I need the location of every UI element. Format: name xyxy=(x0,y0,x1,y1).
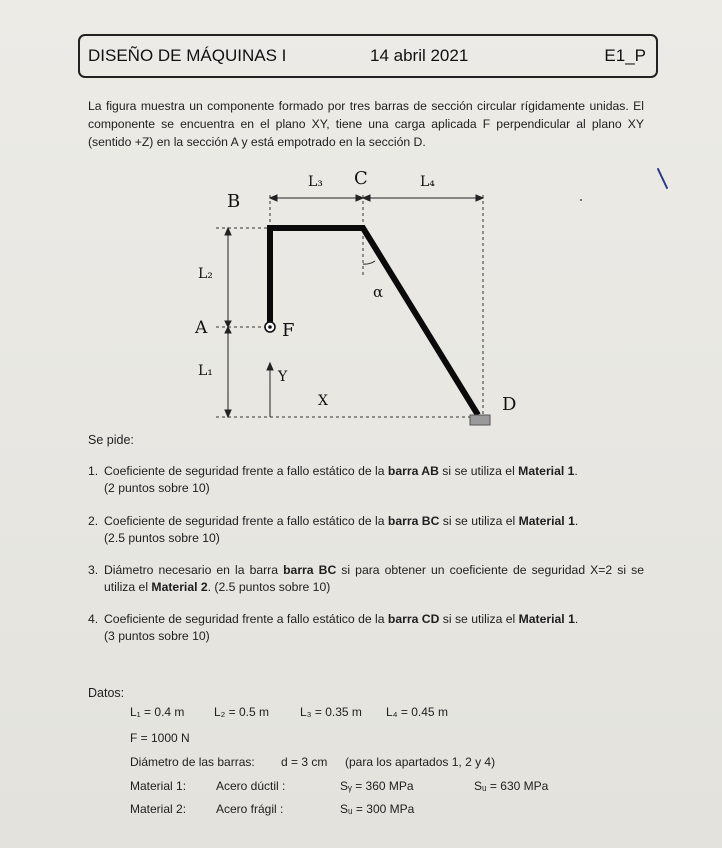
question-bold: Material 1 xyxy=(518,514,575,528)
material-2-name: Acero frágil : xyxy=(216,802,284,816)
material-2-su: Sᵤ = 300 MPa xyxy=(340,802,415,816)
datos-label: Datos: xyxy=(88,686,125,700)
label-F: F xyxy=(282,320,295,341)
question-text: . (2.5 puntos sobre 10) xyxy=(207,580,331,594)
material-1-label: Material 1: xyxy=(130,779,187,793)
data-force: F = 1000 N xyxy=(130,731,190,745)
question-bold: Material 1 xyxy=(518,464,575,478)
question-bold: Material 2 xyxy=(151,580,208,594)
data-L1: L₁ = 0.4 m xyxy=(130,705,185,719)
label-L2: L₂ xyxy=(198,266,213,282)
question-text: si se utiliza el xyxy=(439,514,519,528)
speck xyxy=(580,199,582,201)
question-number: 4. xyxy=(88,612,99,626)
pen-mark xyxy=(656,167,670,196)
exam-header xyxy=(78,34,658,78)
material-1-name: Acero dúctil : xyxy=(216,779,286,793)
question-bold: barra CD xyxy=(387,612,440,626)
label-B: B xyxy=(227,191,241,212)
question-number: 1. xyxy=(88,464,99,478)
problem-statement: La figura muestra un componente formado por tres barras de sección circular rígidamente unidas. El componente se encuentra en el plano XY, tiene una carga aplicada F perpendicular al plano XY (sentido +Z) en la sección A y está empotrado en la sección D. xyxy=(88,99,644,149)
question-text: si para obtener un coeficiente de seguridad X=2 si se utiliza el xyxy=(104,563,644,594)
question-bold: barra AB xyxy=(387,464,439,478)
question-bold: barra BC xyxy=(387,514,440,528)
se-pide-label: Se pide: xyxy=(88,433,134,447)
material-2-label: Material 2: xyxy=(130,802,187,816)
question-bold: Material 1 xyxy=(518,612,575,626)
data-L2: L₂ = 0.5 m xyxy=(214,705,270,719)
question-bold: barra BC xyxy=(283,563,337,577)
question-text: si se utiliza el xyxy=(439,612,519,626)
label-L1: L₁ xyxy=(198,363,213,379)
question-text: . xyxy=(574,612,579,626)
label-L3: L₃ xyxy=(308,174,323,190)
question-number: 2. xyxy=(88,514,99,528)
question-text: . xyxy=(574,514,579,528)
question-text: Coeficiente de seguridad frente a fallo estático de la xyxy=(104,612,388,626)
data-L4: L₄ = 0.45 m xyxy=(386,705,448,719)
label-A: A xyxy=(195,318,208,338)
question-4 xyxy=(88,611,644,645)
data-diameter-value: d = 3 cm xyxy=(281,755,328,769)
label-X-axis: X xyxy=(318,393,328,409)
question-1 xyxy=(88,463,644,497)
question-number: 3. xyxy=(88,563,99,577)
data-diameter-note: (para los apartados 1, 2 y 4) xyxy=(345,755,496,769)
label-L4: L₄ xyxy=(420,174,435,190)
question-3 xyxy=(88,562,644,596)
exam-date: 14 abril 2021 xyxy=(370,46,469,65)
question-text: Coeficiente de seguridad frente a fallo estático de la xyxy=(104,514,388,528)
structure-diagram xyxy=(180,160,540,435)
material-1-sy: Sᵧ = 360 MPa xyxy=(340,779,414,793)
question-text: si se utiliza el xyxy=(438,464,519,478)
label-Y-axis: Y xyxy=(278,369,288,385)
question-2 xyxy=(88,513,644,547)
question-points: (2 puntos sobre 10) xyxy=(104,481,210,495)
question-text: Diámetro necesario en la barra xyxy=(104,563,284,577)
exam-code: E1_P xyxy=(604,46,646,65)
label-alpha: α xyxy=(373,283,384,301)
material-1-su: Sᵤ = 630 MPa xyxy=(474,779,549,793)
label-C: C xyxy=(354,168,368,189)
question-points: (2.5 puntos sobre 10) xyxy=(104,531,220,545)
data-diameter-label: Diámetro de las barras: xyxy=(130,755,255,769)
question-text: . xyxy=(574,464,578,478)
label-D: D xyxy=(502,394,517,415)
question-points: (3 puntos sobre 10) xyxy=(104,629,210,643)
course-title: DISEÑO DE MÁQUINAS I xyxy=(88,46,287,65)
fixed-support xyxy=(470,415,490,425)
data-L3: L₃ = 0.35 m xyxy=(300,705,362,719)
question-text: Coeficiente de seguridad frente a fallo estático de la xyxy=(104,464,388,478)
